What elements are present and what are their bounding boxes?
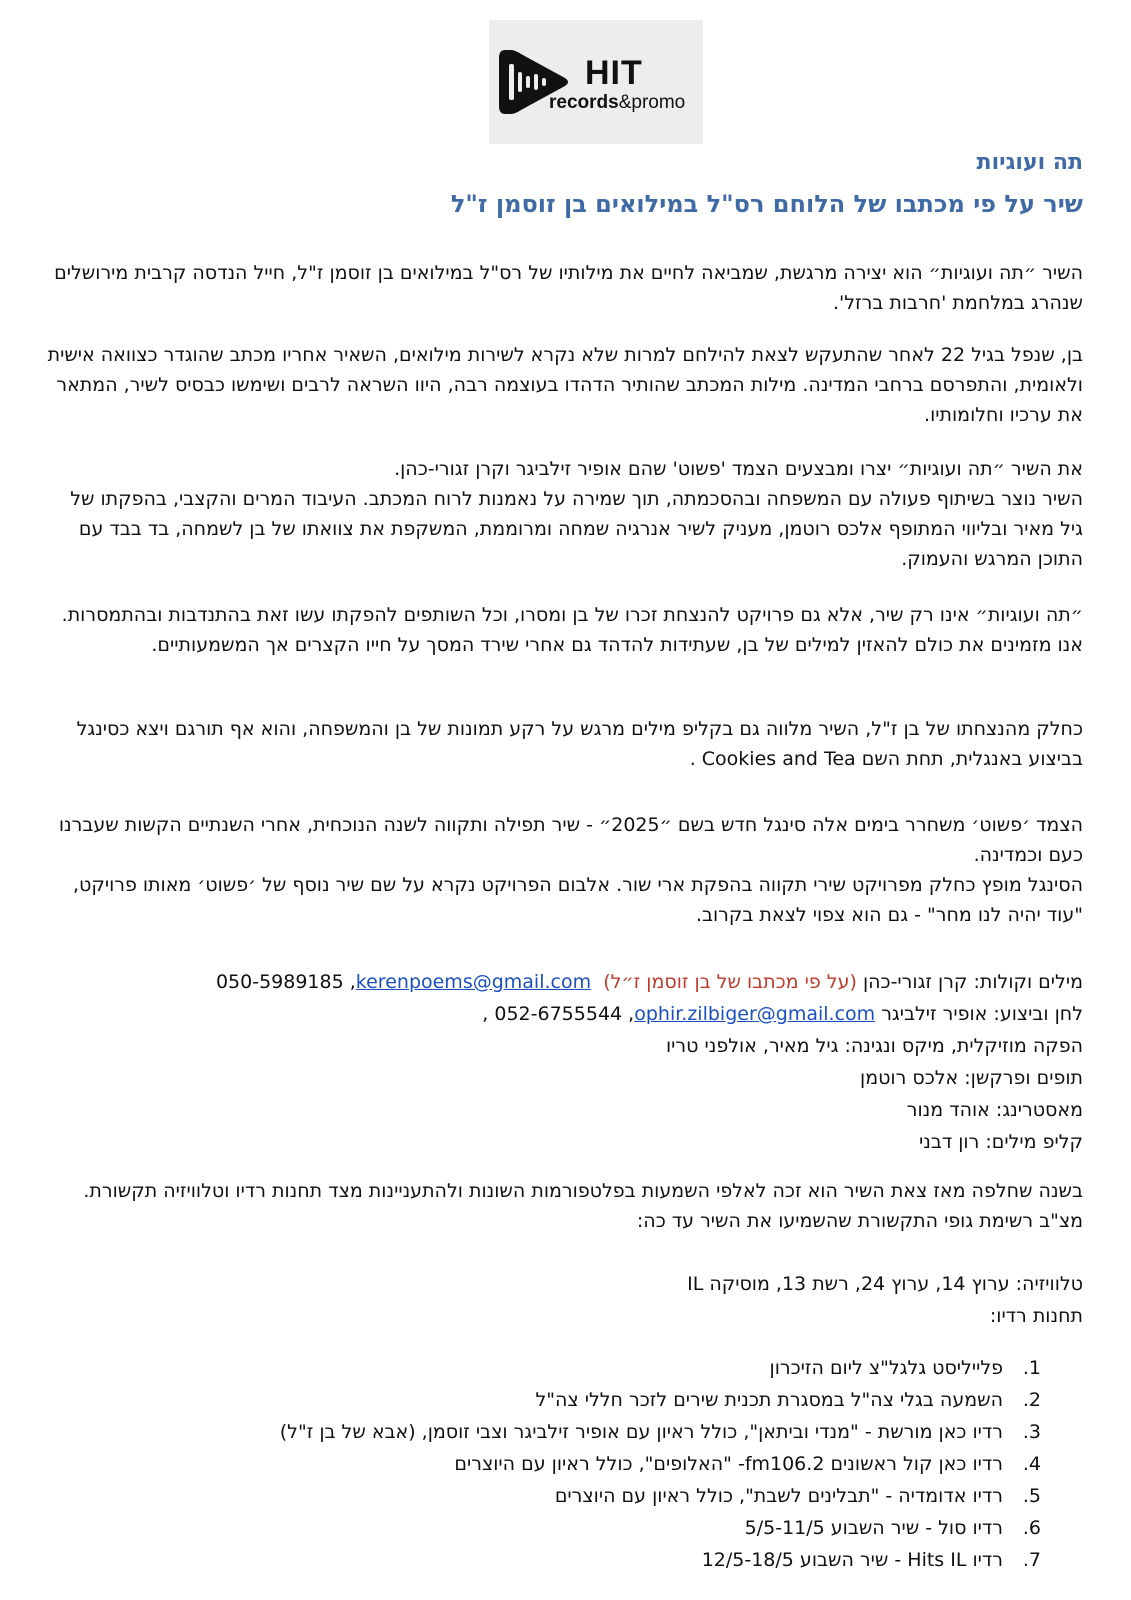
list-item xyxy=(41,1448,1041,1480)
list-item xyxy=(41,1544,1041,1576)
logo-sub-bold: records xyxy=(549,92,619,113)
paragraph-text: ״תה ועוגיות״ אינו רק שיר, אלא גם פרויקט להנצחת זכרו של בן ומסרו, וכל השותפים להפקתו עשו זאת בהתנדבות ובהתמסרות. אנו מזמינים את כולם להאזין למילים של בן, שעתידות להדהד גם אחרי שירד המסך על חייו הקצרים אך המשמעותיים. xyxy=(61,604,1083,656)
list-item-number: 5. xyxy=(1022,1485,1041,1507)
paragraph-ben xyxy=(43,340,1083,430)
music-email-link[interactable]: ophir.zilbiger@gmail.com xyxy=(634,1003,876,1025)
credit-drums: תופים ופרקשן: אלכס רוטמן xyxy=(860,1067,1083,1089)
paragraph-text: השיר ״תה ועוגיות״ הוא יצירה מרגשת, שמביאה לחיים את מילותיו של רס"ל במילואים בן זוסמן ז"ל, חייל הנדסה קרבית מירושלים שנהרג במלחמת 'חרבות ברזל'. xyxy=(54,262,1083,314)
list-item-text: רדיו Hits IL - שיר השבוע 12/5-18/5 xyxy=(701,1549,1003,1571)
paragraph-media-intro xyxy=(43,1176,1083,1236)
list-item-number: 4. xyxy=(1022,1453,1041,1475)
list-item-number: 7. xyxy=(1022,1549,1041,1571)
logo-brand-sub xyxy=(549,92,685,114)
paragraph-intro xyxy=(43,258,1083,318)
list-item-number: 6. xyxy=(1022,1517,1041,1539)
hit-records-logo xyxy=(489,20,703,144)
credit-music: לחן וביצוע: אופיר זילביגר ophir.zilbiger@gmail.com, 052-6755544 , xyxy=(482,1003,1083,1025)
paragraph-text: הסינגל מופץ כחלק מפרויקט שירי תקווה בהפקת ארי שור. אלבום הפרויקט נקרא על שם שיר נוסף של ׳פשוט׳ מאותו פרויקט, "עוד יהיה לנו מחר" - גם הוא צפוי לצאת בקרוב. xyxy=(72,874,1083,926)
list-item-text: השמעה בגלי צה"ל במסגרת תכנית שירים לזכר חללי צה"ל xyxy=(535,1389,1003,1411)
song-subtitle: שיר על פי מכתבו של הלוחם רס"ל במילואים בן זוסמן ז"ל xyxy=(450,190,1083,218)
media-tv xyxy=(43,1268,1083,1300)
logo-sub-rest: &promo xyxy=(618,92,686,113)
paragraph-text: בן, שנפל בגיל 22 לאחר שהתעקש לצאת להילחם למרות שלא נקרא לשירות מילואים, השאיר אחריו מכתב שהוגדר כצוואה אישית ולאומית, והתפרסם ברחבי המדינה. מילות המכתב שהותיר הדהדו בעוצמה רבה, היוו השראה לרבים ושימשו כבסיס לשיר, המתאר את ערכיו וחלומותיו. xyxy=(47,344,1083,426)
paragraph-text: כחלק מהנצחתו של בן ז"ל, השיר מלווה גם בקליפ מילים מרגש על רקע תמונות של בן והמשפחה, והוא אף תורגם ויצא כסינגל בביצוע באנגלית, תחת השם Cookies and Tea . xyxy=(76,718,1083,770)
credits-block xyxy=(43,966,1083,1158)
logo-brand-main: HIT xyxy=(585,54,643,92)
paragraph-new-single xyxy=(43,810,1083,930)
list-item-text: רדיו סול - שיר השבוע 5/5-11/5 xyxy=(744,1517,1003,1539)
paragraph-clip xyxy=(43,714,1083,774)
music-phone: 052-6755544 xyxy=(494,1003,623,1025)
list-item-number: 1. xyxy=(1022,1357,1041,1379)
paragraph-creators xyxy=(43,454,1083,574)
paragraph-text: הצמד ׳פשוט׳ משחרר בימים אלה סינגל חדש בשם ״2025״ - שיר תפילה ותקווה לשנה הנוכחית, אחרי השנתיים הקשות שעברנו כעם וכמדינה. xyxy=(58,814,1083,866)
tv-list: טלוויזיה: ערוץ 14, ערוץ 24, רשת 13, מוסיקה IL xyxy=(687,1273,1083,1295)
list-item-number: 3. xyxy=(1022,1421,1041,1443)
song-title: תה ועוגיות xyxy=(976,150,1083,175)
radio-list xyxy=(41,1352,1083,1576)
credit-clip: קליפ מילים: רון דבני xyxy=(918,1131,1083,1153)
radio-label: תחנות רדיו: xyxy=(989,1305,1083,1327)
list-item-text: רדיו כאן מורשת - "מנדי וביתאן", כולל ראיון עם אופיר זילביגר וצבי זוסמן, (אבא של בן ז"ל) xyxy=(279,1421,1003,1443)
credit-lyrics-note: (על פי מכתבו של בן זוסמן ז״ל) xyxy=(603,971,857,993)
paragraph-project xyxy=(43,600,1083,660)
list-item-text: רדיו אדומדיה - "תבלינים לשבת", כולל ראיון עם היוצרים xyxy=(554,1485,1003,1507)
credit-lyrics-label: מילים וקולות: קרן זגורי-כהן xyxy=(862,971,1083,993)
paragraph-text: את השיר ״תה ועוגיות״ יצרו ומבצעים הצמד 'פשוט' שהם אופיר זילביגר וקרן זגורי-כהן. xyxy=(394,458,1083,480)
lyrics-phone: 050-5989185 xyxy=(215,971,344,993)
list-item xyxy=(41,1480,1041,1512)
list-item-number: 2. xyxy=(1022,1389,1041,1411)
list-item xyxy=(41,1352,1041,1384)
credit-music-label: לחן וביצוע: אופיר זילביגר xyxy=(881,1003,1083,1025)
credit-mastering: מאסטרינג: אוהד מנור xyxy=(906,1099,1083,1121)
list-item-text: פלייליסט גלגל"צ ליום הזיכרון xyxy=(769,1357,1003,1379)
paragraph-text: השיר נוצר בשיתוף פעולה עם המשפחה ובהסכמתה, תוך שמירה על נאמנות לרוח המכתב. העיבוד המרים והקצבי, בהפקתו של גיל מאיר ובליווי המתופף אלכס רוטמן, מעניק לשיר אנרגיה שמחה ומרוממת, המשקפת את צוואתו של בן לשמחה, בד בבד עם התוכן המרגש והעמוק. xyxy=(70,488,1083,570)
list-item xyxy=(41,1416,1041,1448)
paragraph-text: בשנה שחלפה מאז צאת השיר הוא זכה לאלפי השמעות בפלטפורמות השונות ולהתעניינות מצד תחנות רדיו וטלוויזיה תקשורת. מצ"ב רשימת גופי התקשורת שהשמיעו את השיר עד כה: xyxy=(83,1180,1083,1232)
credit-lyrics: מילים וקולות: קרן זגורי-כהן (על פי מכתבו של בן זוסמן ז״ל) kerenpoems@gmail.com, 050-5989185 xyxy=(215,971,1083,993)
credit-production: הפקה מוזיקלית, מיקס ונגינה: גיל מאיר, אולפני טריו xyxy=(665,1035,1083,1057)
list-item-text: רדיו כאן קול ראשונים fm106.2- "האלופים", כולל ראיון עם היוצרים xyxy=(454,1453,1003,1475)
media-radio-label-wrap xyxy=(43,1300,1083,1332)
list-item xyxy=(41,1512,1041,1544)
lyrics-email-link[interactable]: kerenpoems@gmail.com xyxy=(355,971,592,993)
list-item xyxy=(41,1384,1041,1416)
